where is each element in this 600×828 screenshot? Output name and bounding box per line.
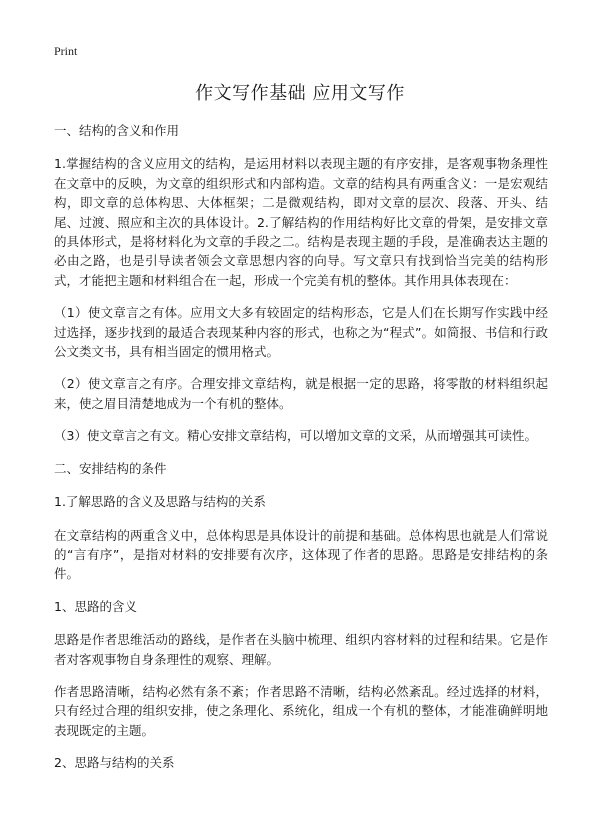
paragraph: （1）使文章言之有体。应用文大多有较固定的结构形态，它是人们在长期写作实践中经过选择，逐步找到的最适合表现某种内容的形式，也称之为“程式”。如简报、书信和行政公文类文书，具有相当固定的惯用格式。 (54, 305, 548, 360)
paragraph: 在文章结构的两重含义中，总体构思是具体设计的前提和基础。总体构思也就是人们常说的“言有序”，是指对材料的安排要有次序，这体现了作者的思路。思路是安排结构的条件。 (54, 527, 548, 582)
section-heading: 一、结构的含义和作用 (54, 123, 180, 138)
section-heading: 二、安排结构的条件 (54, 460, 167, 476)
paragraph: （3）使文章言之有文。精心安排文章结构，可以增加文章的文采，从而增强其可读性。 (54, 428, 537, 444)
paragraph: （2）使文章言之有序。合理安排文章结构，就是根据一定的思路，将零散的材料组织起来，使之眉目清楚地成为一个有机的整体。 (54, 376, 548, 411)
subsection-heading: 1.了解思路的含义及思路与结构的关系 (54, 494, 266, 510)
paragraph: 作者思路清晰，结构必然有条不紊；作者思路不清晰，结构必然紊乱。经过选择的材料，只有经过合理的组织安排，使之条理化、系统化，组成一个有机的整体，才能准确鲜明地表现既定的主题。 (54, 683, 548, 738)
document-title: 作文写作基础 应用文写作 (195, 83, 405, 104)
subsection-heading: 2、思路与结构的关系 (54, 755, 175, 771)
print-link[interactable]: Print (54, 44, 78, 58)
subsection-heading: 1、思路的含义 (54, 598, 137, 614)
paragraph: 1.掌握结构的含义应用文的结构，是运用材料以表现主题的有序安排，是客观事物条理性在文章中的反映，为文章的组织形式和内部构造。文章的结构具有两重含义：一是宏观结构，即文章的总体构思、大体框架；二是微观结构，即对文章的层次、段落、开头、结尾、过渡、照应和主次的具体设计。2.了解结构的作用结构好比文章的骨架，是安排文章的具体形式，是将材料化为文章的手段之二。结构是表现主题的手段，是准确表达主题的必由之路，也是引导读者领会文章思想内容的向导。写文章只有找到恰当完美的结构形式，才能把主题和材料组合在一起，形成一个完美有机的整体。其作用具体表现在： (54, 156, 548, 288)
paragraph: 思路是作者思维活动的路线，是作者在头脑中梳理、组织内容材料的过程和结果。它是作者对客观事物自身条理性的观察、理解。 (54, 632, 548, 667)
document-body (54, 121, 548, 787)
